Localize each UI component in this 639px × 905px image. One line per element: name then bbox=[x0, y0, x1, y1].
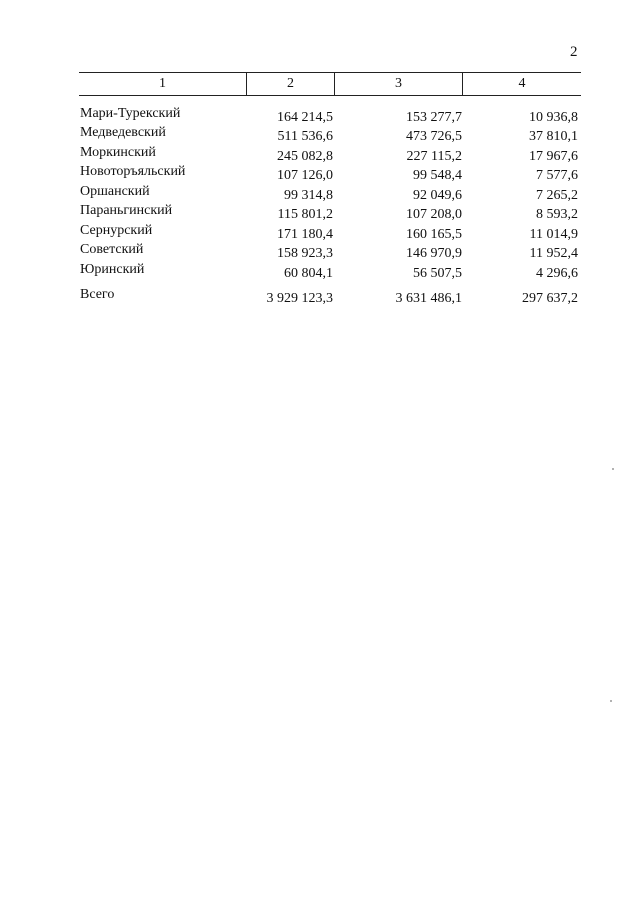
page-number: 2 bbox=[570, 44, 578, 60]
row-value-col-2: 99 314,8 bbox=[284, 188, 333, 203]
row-value-col-2: 511 536,6 bbox=[277, 129, 333, 144]
row-value-col-3: 146 970,9 bbox=[406, 246, 462, 261]
table-row bbox=[0, 262, 639, 282]
row-value-col-3: 99 548,4 bbox=[413, 168, 462, 183]
row-name: Сернурский bbox=[80, 223, 153, 238]
table-row bbox=[0, 106, 639, 126]
scan-speck bbox=[612, 468, 614, 470]
row-value-col-2: 60 804,1 bbox=[284, 266, 333, 281]
row-name: Моркинский bbox=[80, 145, 156, 160]
row-value-col-3: 227 115,2 bbox=[406, 149, 462, 164]
table-row bbox=[0, 145, 639, 165]
row-value-col-3: 473 726,5 bbox=[406, 129, 462, 144]
total-value-col-3: 3 631 486,1 bbox=[395, 291, 462, 306]
row-name: Новоторъяльский bbox=[80, 164, 186, 179]
header-col-1: 1 bbox=[79, 73, 247, 95]
row-value-col-4: 7 577,6 bbox=[536, 168, 578, 183]
total-row bbox=[0, 287, 639, 307]
row-value-col-4: 17 967,6 bbox=[529, 149, 578, 164]
row-value-col-3: 160 165,5 bbox=[406, 227, 462, 242]
row-name: Оршанский bbox=[80, 184, 150, 199]
row-value-col-3: 92 049,6 bbox=[413, 188, 462, 203]
row-value-col-2: 107 126,0 bbox=[277, 168, 333, 183]
table-header bbox=[79, 72, 581, 96]
row-value-col-4: 11 952,4 bbox=[529, 246, 578, 261]
row-value-col-3: 56 507,5 bbox=[413, 266, 462, 281]
table-row bbox=[0, 125, 639, 145]
header-col-3: 3 bbox=[335, 73, 463, 95]
row-value-col-3: 107 208,0 bbox=[406, 207, 462, 222]
row-name: Параньгинский bbox=[80, 203, 173, 218]
row-value-col-2: 115 801,2 bbox=[277, 207, 333, 222]
total-label: Всего bbox=[80, 287, 115, 302]
row-value-col-4: 8 593,2 bbox=[536, 207, 578, 222]
row-name: Медведевский bbox=[80, 125, 166, 140]
table-row bbox=[0, 203, 639, 223]
table-row bbox=[0, 164, 639, 184]
row-name: Мари-Турекский bbox=[80, 106, 181, 121]
header-col-2: 2 bbox=[247, 73, 335, 95]
table-row bbox=[0, 223, 639, 243]
row-value-col-3: 153 277,7 bbox=[406, 110, 462, 125]
table-row bbox=[0, 184, 639, 204]
row-name: Советский bbox=[80, 242, 144, 257]
row-value-col-4: 7 265,2 bbox=[536, 188, 578, 203]
row-name: Юринский bbox=[80, 262, 145, 277]
row-value-col-2: 171 180,4 bbox=[277, 227, 333, 242]
total-value-col-4: 297 637,2 bbox=[522, 291, 578, 306]
row-value-col-4: 37 810,1 bbox=[529, 129, 578, 144]
row-value-col-4: 10 936,8 bbox=[529, 110, 578, 125]
scan-speck bbox=[610, 700, 612, 702]
row-value-col-2: 245 082,8 bbox=[277, 149, 333, 164]
header-col-4: 4 bbox=[518, 76, 526, 91]
row-value-col-2: 158 923,3 bbox=[277, 246, 333, 261]
row-value-col-4: 4 296,6 bbox=[536, 266, 578, 281]
table-row bbox=[0, 242, 639, 262]
row-value-col-2: 164 214,5 bbox=[277, 110, 333, 125]
row-value-col-4: 11 014,9 bbox=[529, 227, 578, 242]
total-value-col-2: 3 929 123,3 bbox=[266, 291, 333, 306]
